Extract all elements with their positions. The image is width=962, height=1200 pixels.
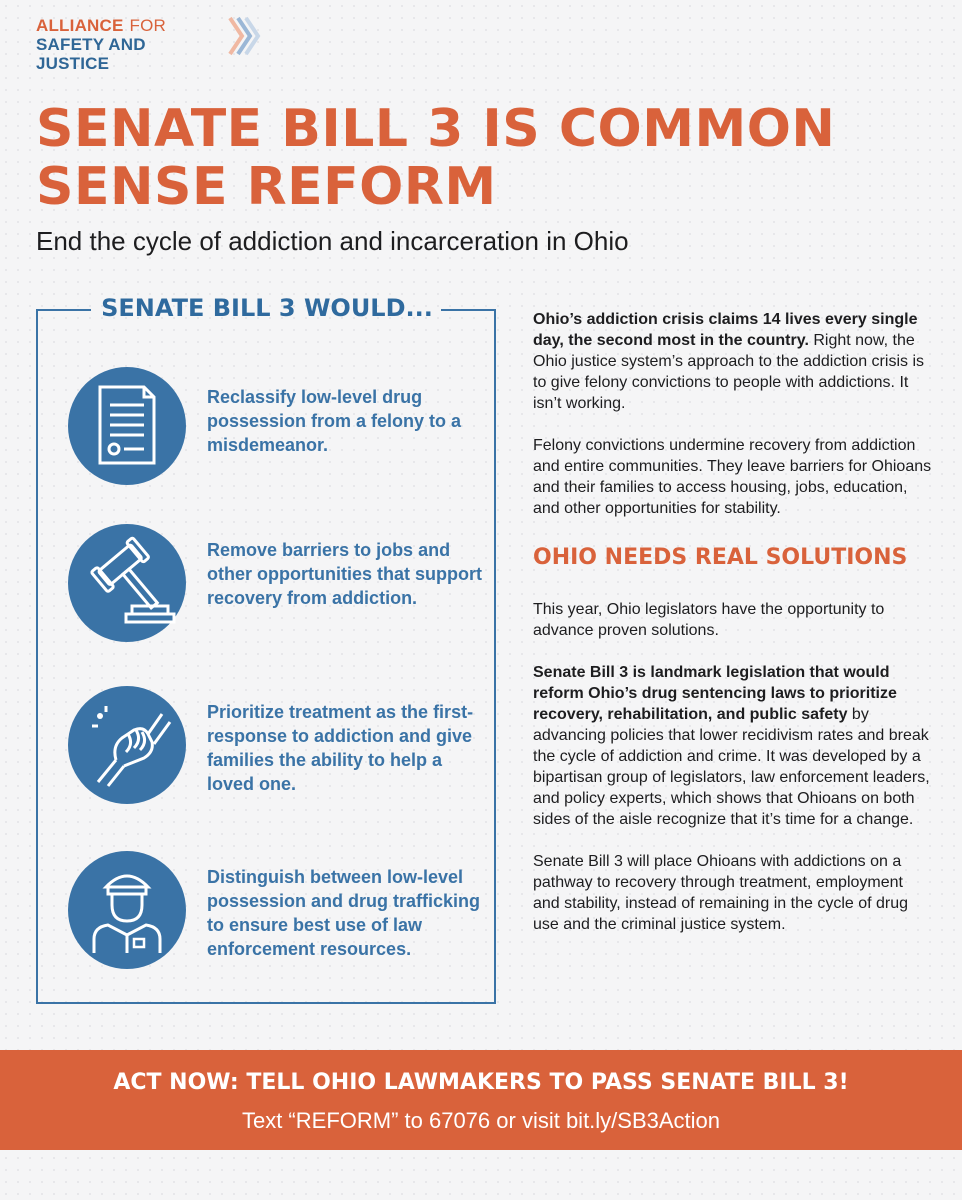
chevron-arrows-icon	[228, 14, 264, 58]
page-title: SENATE BILL 3 IS COMMON SENSE REFORM	[36, 99, 836, 217]
intro-bold: Ohio’s addiction crisis claims 14 lives every single day, the second most in the country.	[533, 311, 918, 349]
footer-cta: ACT NOW: TELL OHIO LAWMAKERS TO PASS SENATE BILL 3!	[113, 1070, 849, 1095]
would-item-text: Distinguish between low-level possession and drug trafficking to ensure best use of law enforcement resources.	[207, 867, 481, 959]
document-icon-circle	[68, 367, 186, 485]
pathway-paragraph: Senate Bill 3 will place Ohioans with addictions on a pathway to recovery through treatment, employment and stability, instead of remaining in the cycle of drug use and the criminal justice system.	[533, 853, 909, 933]
officer-icon-circle	[68, 851, 186, 969]
section-heading: OHIO NEEDS REAL SOLUTIONS	[533, 545, 908, 570]
handshake-icon-circle	[68, 686, 186, 804]
would-heading: SENATE BILL 3 WOULD...	[101, 294, 433, 322]
page-subtitle: End the cycle of addiction and incarceration in Ohio	[36, 226, 629, 256]
handshake-icon	[68, 686, 186, 804]
logo-safety-justice: SAFETY AND JUSTICE	[36, 35, 146, 73]
would-item	[68, 367, 488, 487]
officer-icon	[68, 851, 186, 969]
legislation-rest: by advancing policies that lower recidivism rates and break the cycle of addiction and crime. It was developed by a bipartisan group of legislators, law enforcement leaders, and policy experts, which shows that Ohioans on both sides of the aisle recognize that it’s time for a change.	[533, 706, 930, 828]
legislation-paragraph	[533, 662, 933, 830]
intro-paragraph	[533, 309, 933, 414]
would-item	[68, 686, 488, 806]
legislation-bold: Senate Bill 3 is landmark legislation that would reform Ohio’s drug sentencing laws to prioritize recovery, rehabilitation, and public safety	[533, 664, 897, 723]
felony-paragraph: Felony convictions undermine recovery from addiction and entire communities. They leave barriers for Ohioans and their families to access housing, jobs, education, and other opportunities for stability.	[533, 437, 932, 517]
would-item	[68, 851, 488, 971]
would-item-text: Prioritize treatment as the first-response to addiction and give families the ability to help a loved one.	[207, 702, 474, 794]
gavel-icon-circle	[68, 524, 186, 642]
solutions-paragraph: This year, Ohio legislators have the opportunity to advance proven solutions.	[533, 601, 885, 639]
logo-alliance: ALLIANCE	[36, 16, 124, 35]
would-item-text: Remove barriers to jobs and other opportunities that support recovery from addiction.	[207, 540, 482, 608]
gavel-icon	[68, 524, 186, 642]
footer-banner	[0, 1050, 962, 1150]
would-item	[68, 524, 488, 644]
document-icon	[68, 367, 186, 485]
box-border-left	[36, 309, 91, 311]
footer-text: Text “REFORM” to 67076 or visit bit.ly/SB3Action	[241, 1108, 721, 1133]
right-column	[533, 309, 933, 935]
would-item-text: Reclassify low-level drug possession from a felony to a misdemeanor.	[207, 387, 462, 455]
intro-rest: Right now, the Ohio justice system’s approach to the addiction crisis is to give felony convictions to people with addictions. It isn’t working.	[533, 332, 924, 412]
logo-for: FOR	[129, 16, 167, 35]
box-border-right	[441, 309, 496, 311]
